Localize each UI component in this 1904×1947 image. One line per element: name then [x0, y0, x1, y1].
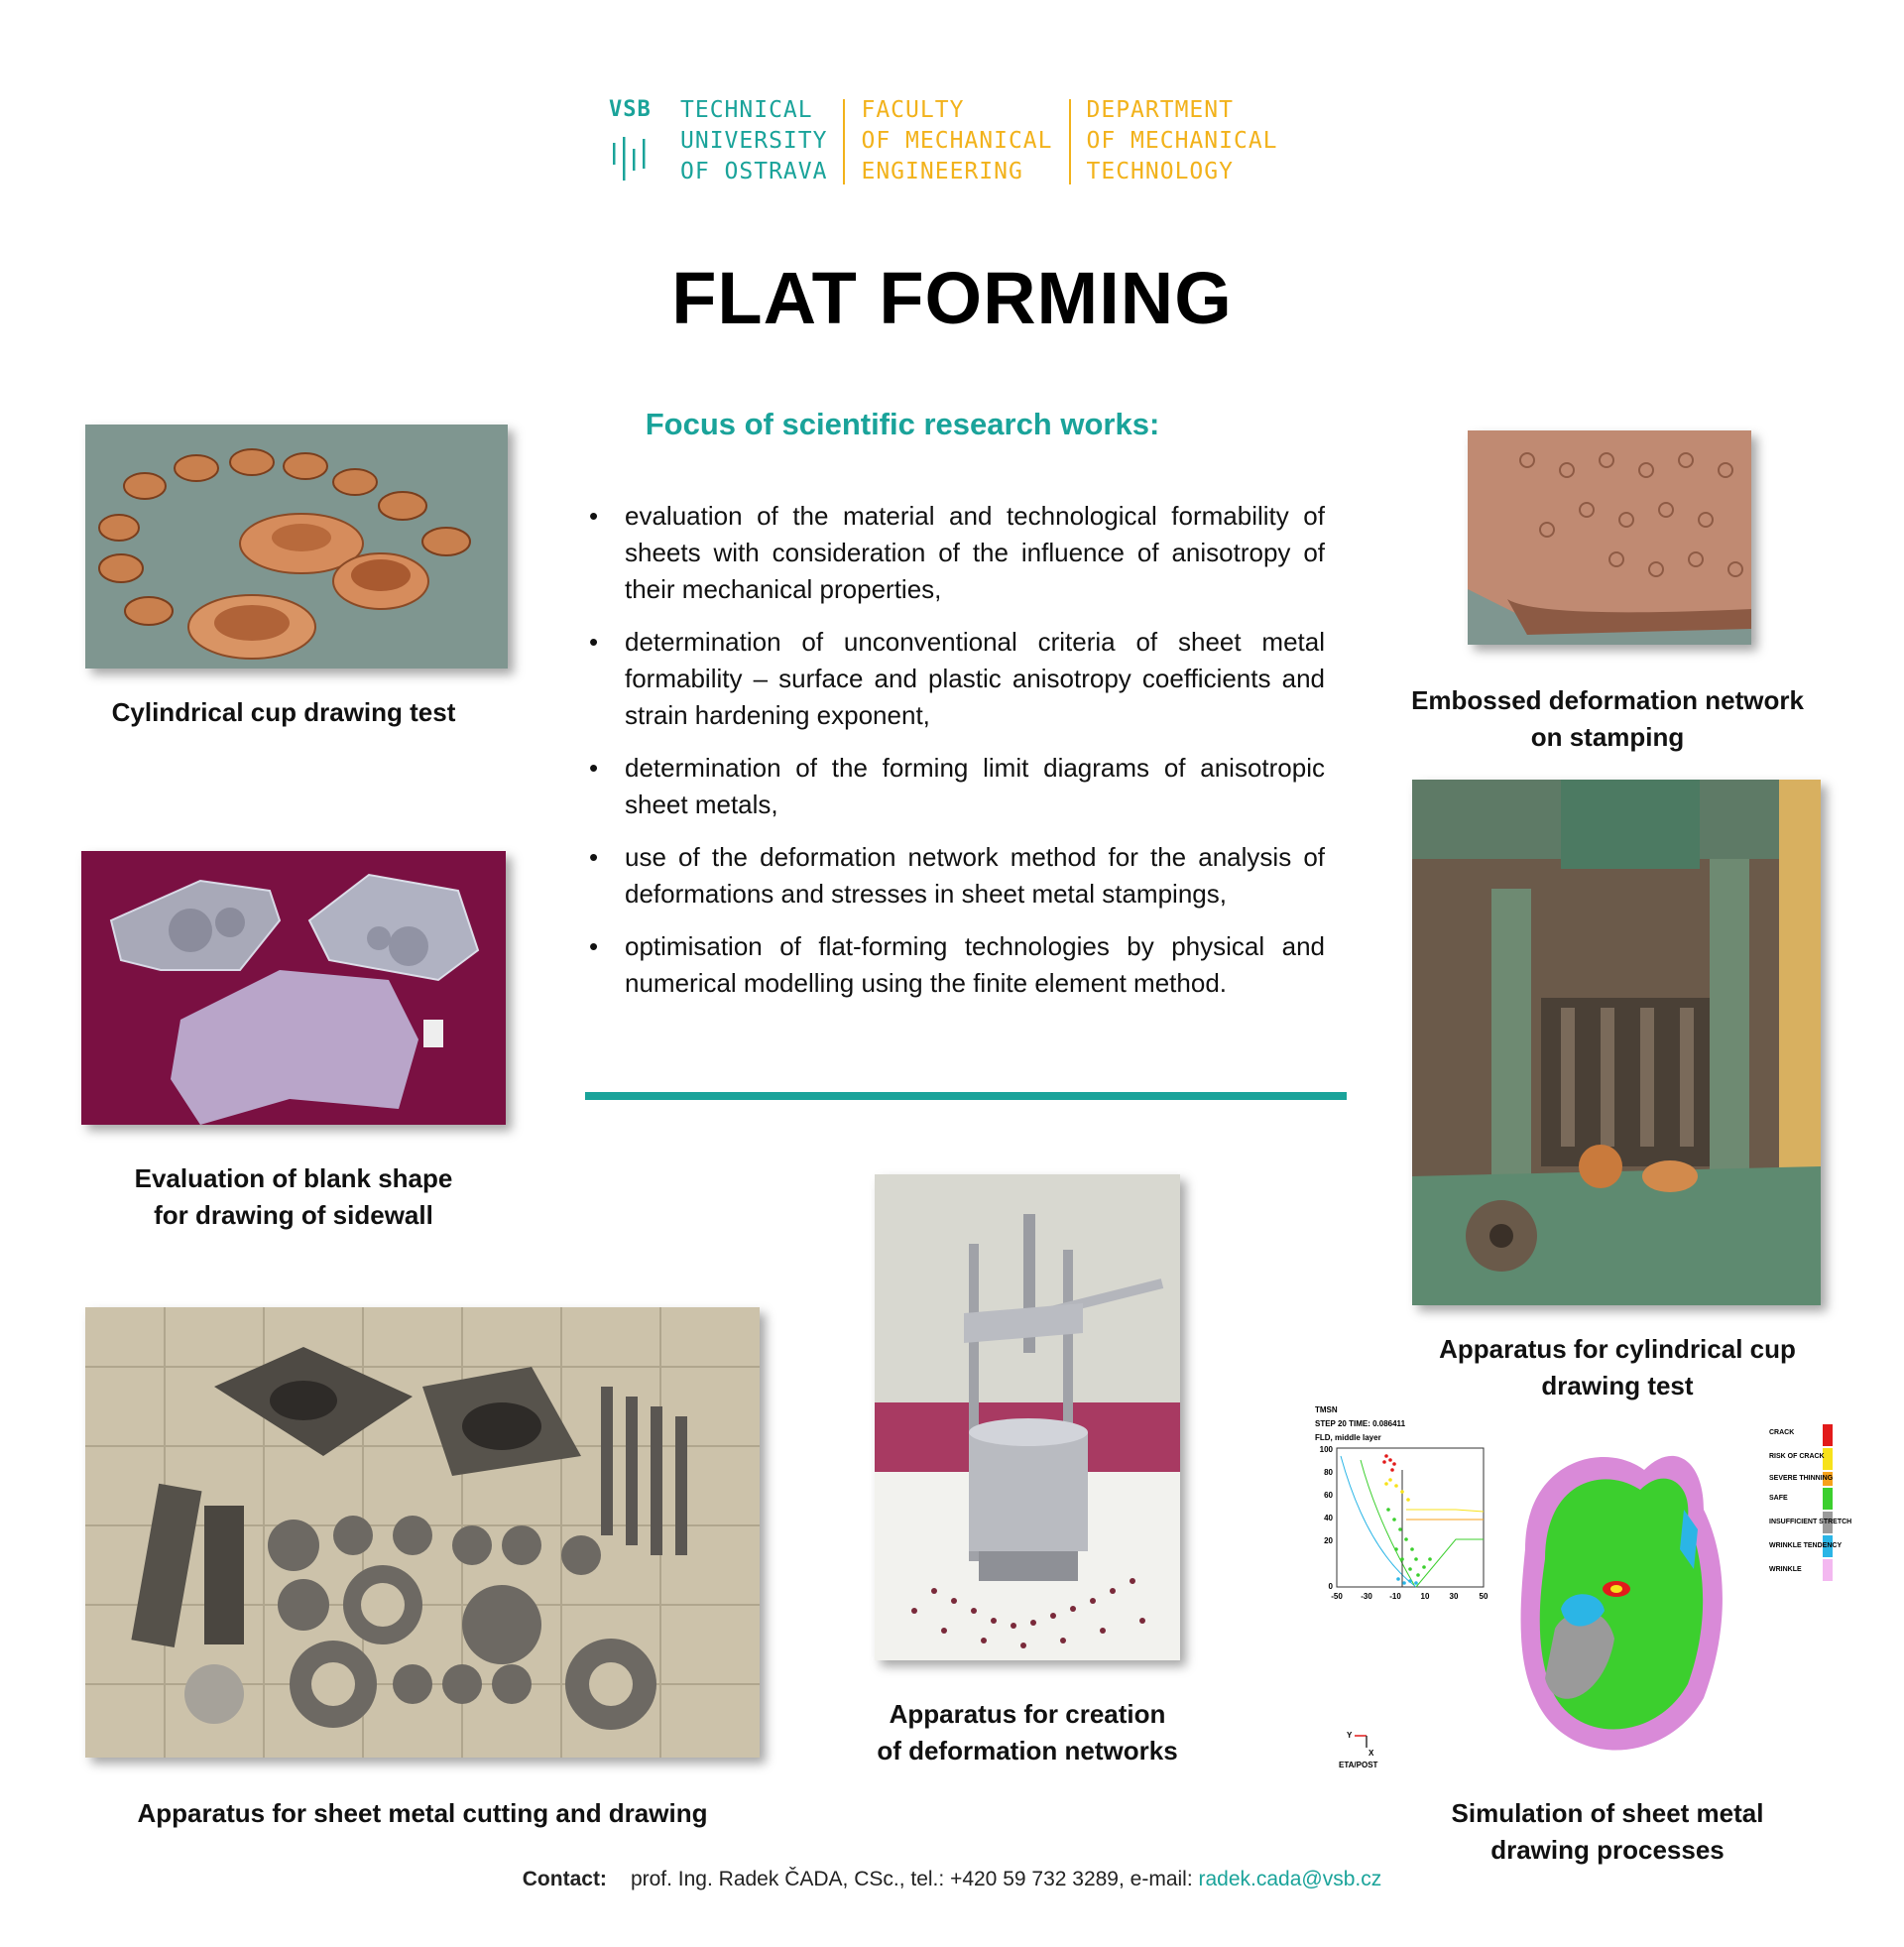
department-line: DEPARTMENT	[1086, 97, 1234, 123]
x-tick-label: -10	[1389, 1592, 1401, 1601]
sim-header-line: STEP 20 TIME: 0.086411	[1315, 1419, 1406, 1428]
y-tick-label: 100	[1319, 1445, 1333, 1454]
legend-swatch	[1823, 1559, 1833, 1581]
department-name	[1087, 95, 1278, 187]
caption-line: drawing test	[1541, 1371, 1694, 1400]
flc-right-curve	[1416, 1539, 1484, 1587]
focus-heading: Focus of scientific research works:	[645, 407, 1160, 441]
caption-line: on stamping	[1530, 722, 1685, 752]
caption-embossed	[1404, 682, 1811, 756]
contact-text: prof. Ing. Radek ČADA, CSc., tel.: +420 59 732 3289, e-mail:	[630, 1868, 1199, 1890]
simulation-figure	[1307, 1400, 1854, 1777]
department-line: TECHNOLOGY	[1086, 159, 1234, 184]
page-title: FLAT FORMING	[671, 257, 1233, 339]
logo-divider	[843, 99, 845, 184]
safe-limit-curve	[1361, 1460, 1414, 1585]
x-tick-label: 30	[1449, 1592, 1459, 1601]
caption-line: Cylindrical cup drawing test	[111, 697, 456, 727]
university-line: UNIVERSITY	[680, 128, 828, 154]
caption-line: Apparatus for cylindrical cup	[1439, 1334, 1796, 1364]
photo-network-apparatus	[875, 1174, 1180, 1660]
sim-header-line: TMSN	[1315, 1405, 1338, 1414]
focus-list	[585, 498, 1325, 1018]
caption-cups	[85, 694, 482, 731]
list-item: • evaluation of the material and technological formability of sheets with consideration of the influence of anisotropy of their mechanical properties,	[585, 498, 1325, 608]
department-line: OF MECHANICAL	[1086, 128, 1278, 154]
faculty-name	[861, 95, 1052, 187]
faculty-line: OF MECHANICAL	[861, 128, 1053, 154]
caption-line: Evaluation of blank shape	[134, 1163, 453, 1193]
x-tick-label: 50	[1479, 1592, 1488, 1601]
legend-label: WRINKLE TENDENCY	[1769, 1542, 1843, 1549]
y-tick-label: 0	[1328, 1582, 1333, 1591]
caption-simulation	[1404, 1795, 1811, 1869]
x-tick-label: 10	[1420, 1592, 1430, 1601]
vsb-mark	[607, 95, 670, 184]
sim-header-line: FLD, middle layer	[1315, 1433, 1381, 1442]
flc-risk-curve	[1406, 1510, 1484, 1512]
contact-email-link[interactable]: radek.cada@vsb.cz	[1198, 1868, 1382, 1890]
y-tick-label: 20	[1324, 1536, 1333, 1545]
axis-letter: Y	[1347, 1731, 1353, 1740]
university-line: OF OSTRAVA	[680, 159, 828, 184]
section-divider	[585, 1092, 1347, 1100]
legend-label: WRINKLE	[1769, 1566, 1802, 1573]
list-item: • optimisation of flat-forming technologies by physical and numerical modelling using the finite element method.	[585, 928, 1325, 1002]
list-item: • determination of the forming limit diagrams of anisotropic sheet metals,	[585, 750, 1325, 823]
caption-line: Simulation of sheet metal	[1451, 1798, 1764, 1828]
photo-tooling-set	[85, 1307, 760, 1758]
caption-line: drawing processes	[1490, 1835, 1725, 1865]
legend-label: RISK OF CRACK	[1769, 1453, 1825, 1460]
faculty-line: FACULTY	[861, 97, 965, 123]
y-tick-label: 60	[1324, 1491, 1333, 1500]
list-item: • use of the deformation network method for the analysis of deformations and stresses in sheet metal stampings,	[585, 839, 1325, 913]
photo-drawing-press	[1412, 780, 1821, 1305]
legend-label: SAFE	[1769, 1495, 1788, 1502]
legend-label: INSUFFICIENT STRETCH	[1769, 1519, 1852, 1525]
simulation-plot	[1307, 1400, 1854, 1777]
legend-swatch	[1823, 1424, 1833, 1446]
axis-letter: X	[1368, 1749, 1374, 1758]
sim-legend	[1769, 1424, 1851, 1581]
x-tick-label: -30	[1361, 1592, 1372, 1601]
caption-line: Embossed deformation network	[1411, 685, 1804, 715]
contact-line	[0, 1868, 1904, 1891]
caption-line: for drawing of sidewall	[154, 1200, 433, 1230]
university-name	[680, 95, 827, 187]
institution-logo	[607, 95, 1278, 190]
caption-line: Apparatus for sheet metal cutting and drawing	[137, 1798, 708, 1828]
caption-line: of deformation networks	[877, 1736, 1178, 1765]
contact-label: Contact:	[522, 1868, 607, 1890]
sim-axis-label: ETA/POST	[1339, 1761, 1378, 1769]
fld-axes-box	[1337, 1448, 1484, 1587]
stamping-contour	[1521, 1456, 1723, 1751]
vsb-bars-icon	[611, 135, 654, 181]
caption-press	[1414, 1331, 1821, 1404]
x-tick-label: -50	[1331, 1592, 1343, 1601]
caption-network-apparatus	[829, 1696, 1226, 1769]
y-tick-label: 80	[1324, 1468, 1333, 1477]
legend-label: CRACK	[1769, 1429, 1795, 1436]
photo-copper-cups	[85, 425, 508, 669]
caption-line: Apparatus for creation	[889, 1699, 1166, 1729]
university-line: TECHNICAL	[680, 97, 813, 123]
faculty-line: ENGINEERING	[861, 159, 1023, 184]
caption-tools	[85, 1795, 760, 1832]
caption-blank	[95, 1160, 492, 1234]
coordinate-triad	[1339, 1731, 1378, 1769]
legend-label: SEVERE THINNING	[1769, 1475, 1834, 1482]
logo-divider	[1069, 99, 1071, 184]
photo-blank-shapes	[81, 851, 506, 1125]
y-tick-label: 40	[1324, 1514, 1333, 1522]
list-item: • determination of unconventional criteria of sheet metal formability – surface and plastic anisotropy coefficients and strain hardening exponent,	[585, 624, 1325, 734]
legend-swatch	[1823, 1488, 1833, 1510]
vsb-logo-text: VSB	[609, 97, 652, 122]
photo-embossed-stamping	[1468, 430, 1751, 645]
